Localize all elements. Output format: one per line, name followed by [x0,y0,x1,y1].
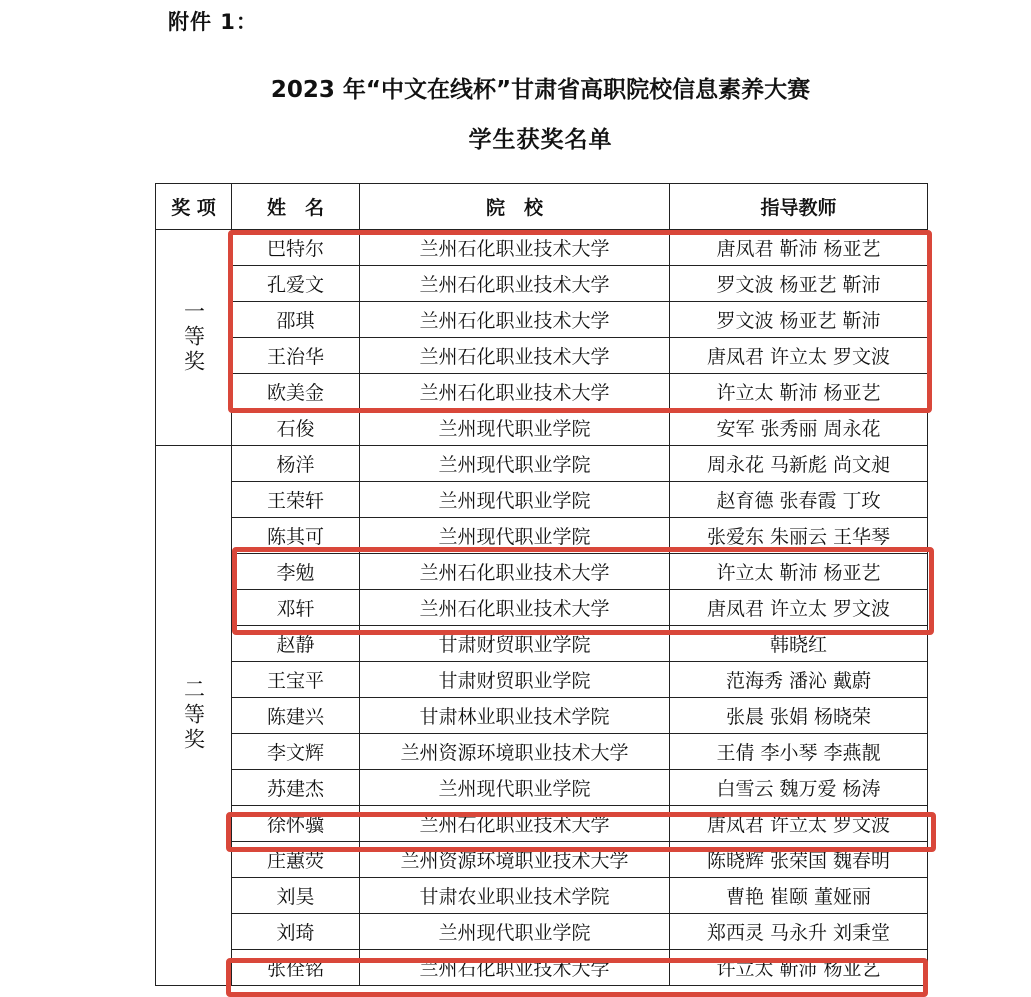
school-cell: 甘肃财贸职业学院 [360,662,670,698]
student-name-cell: 巴特尔 [232,230,360,266]
student-name-cell: 杨洋 [232,446,360,482]
school-cell: 兰州石化职业技术大学 [360,590,670,626]
teachers-cell: 唐凤君 许立太 罗文波 [670,338,928,374]
teachers-cell: 王倩 李小琴 李燕靓 [670,734,928,770]
teachers-cell: 罗文波 杨亚艺 靳沛 [670,266,928,302]
school-cell: 兰州现代职业学院 [360,770,670,806]
table-row [156,518,928,554]
table-row [156,878,928,914]
student-name-cell: 王宝平 [232,662,360,698]
attachment-label: 附件 1： [168,10,258,34]
award-level-cell: 二等奖 [156,446,232,986]
award-level-cell: 一等奖 [156,230,232,446]
table-row [156,914,928,950]
school-cell: 兰州石化职业技术大学 [360,230,670,266]
school-cell: 兰州石化职业技术大学 [360,806,670,842]
table-row [156,590,928,626]
school-cell: 兰州石化职业技术大学 [360,266,670,302]
school-cell: 兰州石化职业技术大学 [360,302,670,338]
student-name-cell: 庄蕙荧 [232,842,360,878]
teachers-cell: 陈晓辉 张荣国 魏春明 [670,842,928,878]
document-subtitle: 学生获奖名单 [468,127,613,153]
teachers-cell: 周永花 马新彪 尚文昶 [670,446,928,482]
student-name-cell: 王荣轩 [232,482,360,518]
table-header-row [156,184,928,230]
table-row [156,230,928,266]
table-row [156,482,928,518]
teachers-cell: 韩晓红 [670,626,928,662]
teachers-cell: 郑西灵 马永升 刘秉堂 [670,914,928,950]
student-name-cell: 赵静 [232,626,360,662]
teachers-cell: 张晨 张娟 杨晓荣 [670,698,928,734]
school-cell: 兰州资源环境职业技术大学 [360,734,670,770]
teachers-cell: 白雪云 魏万爱 杨涛 [670,770,928,806]
table-row [156,734,928,770]
student-name-cell: 张佺铭 [232,950,360,986]
document-title: 2023 年“中文在线杯”甘肃省高职院校信息素养大赛 [270,77,811,103]
school-cell: 甘肃财贸职业学院 [360,626,670,662]
award-table [155,183,928,986]
teachers-cell: 唐凤君 靳沛 杨亚艺 [670,230,928,266]
table-row [156,266,928,302]
teachers-cell: 唐凤君 许立太 罗文波 [670,590,928,626]
table-row [156,554,928,590]
teachers-cell: 唐凤君 许立太 罗文波 [670,806,928,842]
header-school: 院 校 [360,184,670,230]
teachers-cell: 许立太 靳沛 杨亚艺 [670,374,928,410]
table-row [156,446,928,482]
student-name-cell: 刘昊 [232,878,360,914]
school-cell: 兰州现代职业学院 [360,482,670,518]
student-name-cell: 陈建兴 [232,698,360,734]
teachers-cell: 许立太 靳沛 杨亚艺 [670,950,928,986]
school-cell: 兰州资源环境职业技术大学 [360,842,670,878]
school-cell: 甘肃林业职业技术学院 [360,698,670,734]
table-row [156,302,928,338]
school-cell: 兰州现代职业学院 [360,518,670,554]
table-row [156,626,928,662]
school-cell: 甘肃农业职业技术学院 [360,878,670,914]
teachers-cell: 许立太 靳沛 杨亚艺 [670,554,928,590]
header-name: 姓 名 [232,184,360,230]
table-row [156,950,928,986]
table-row [156,410,928,446]
table-row [156,374,928,410]
school-cell: 兰州石化职业技术大学 [360,374,670,410]
teachers-cell: 范海秀 潘沁 戴蔚 [670,662,928,698]
school-cell: 兰州石化职业技术大学 [360,950,670,986]
school-cell: 兰州石化职业技术大学 [360,338,670,374]
header-teachers: 指导教师 [670,184,928,230]
student-name-cell: 陈其可 [232,518,360,554]
student-name-cell: 李勉 [232,554,360,590]
student-name-cell: 邓轩 [232,590,360,626]
table-body [156,230,928,986]
header-award: 奖 项 [156,184,232,230]
school-cell: 兰州现代职业学院 [360,914,670,950]
table-row [156,698,928,734]
school-cell: 兰州现代职业学院 [360,410,670,446]
table-row [156,770,928,806]
teachers-cell: 曹艳 崔颐 董娅丽 [670,878,928,914]
table-row [156,842,928,878]
student-name-cell: 刘琦 [232,914,360,950]
student-name-cell: 欧美金 [232,374,360,410]
student-name-cell: 李文辉 [232,734,360,770]
table-row [156,338,928,374]
school-cell: 兰州石化职业技术大学 [360,554,670,590]
teachers-cell: 安军 张秀丽 周永花 [670,410,928,446]
table-row [156,806,928,842]
student-name-cell: 石俊 [232,410,360,446]
table-row [156,662,928,698]
student-name-cell: 徐怀骥 [232,806,360,842]
student-name-cell: 苏建杰 [232,770,360,806]
teachers-cell: 张爱东 朱丽云 王华琴 [670,518,928,554]
teachers-cell: 罗文波 杨亚艺 靳沛 [670,302,928,338]
school-cell: 兰州现代职业学院 [360,446,670,482]
teachers-cell: 赵育德 张春霞 丁玫 [670,482,928,518]
student-name-cell: 王治华 [232,338,360,374]
student-name-cell: 邵琪 [232,302,360,338]
student-name-cell: 孔爱文 [232,266,360,302]
